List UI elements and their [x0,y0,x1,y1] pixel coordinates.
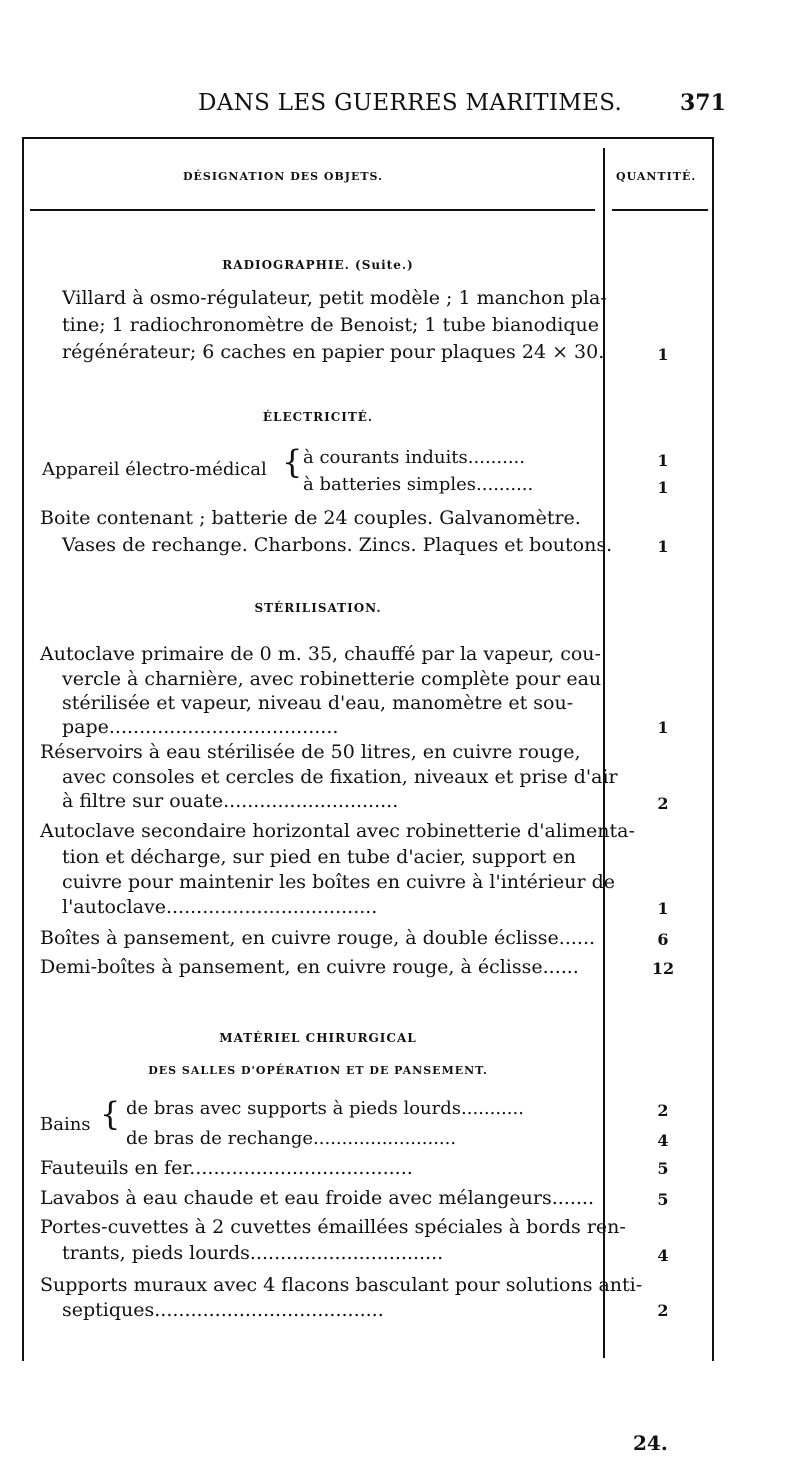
demi-boites-pansement-qty: 12 [651,959,675,978]
boite-line-1: Boite contenant ; batterie de 24 couples. Galvanomètre. [40,507,581,529]
bains-label: Bains [40,1114,91,1135]
autoclave-secondaire-line-1: Autoclave secondaire horizontal avec robinetterie d'alimenta- [40,820,635,842]
autoclave-primaire-line-2: vercle à charnière, avec robinetterie complète pour eau [62,668,602,690]
appareil-option-1-qty: 1 [657,451,669,470]
boites-pansement: Boîtes à pansement, en cuivre rouge, à double éclisse...... [40,927,596,949]
section-heading-electricite: ÉLECTRICITÉ. [262,410,374,424]
autoclave-secondaire-line-3: cuivre pour maintenir les boîtes en cuivre à l'intérieur de [62,871,616,893]
section-subheading-salles: DES SALLES D'OPÉRATION ET DE PANSEMENT. [148,1064,488,1077]
signature-mark: 24. [633,1431,668,1455]
appareil-option-2: à batteries simples.......... [303,474,534,495]
appareil-option-1: à courants induits.......... [303,447,525,468]
supports-muraux-qty: 2 [657,1301,669,1320]
section-heading-sterilisation: STÉRILISATION. [254,601,382,615]
header-rule-right [612,209,708,211]
brace-bains: { [100,1095,121,1133]
appareil-option-2-qty: 1 [657,478,669,497]
column-header-designation: DÉSIGNATION DES OBJETS. [183,170,383,183]
section-heading-radiographie: RADIOGRAPHIE. (Suite.) [222,258,414,272]
reservoirs-line-2: avec consoles et cercles de fixation, niveaux et prise d'air [62,766,618,788]
reservoirs-line-3: à filtre sur ouate............................. [62,790,399,812]
radiographie-line-2: tine; 1 radiochronomètre de Benoist; 1 tube bianodique [62,314,599,336]
fauteuils-qty: 5 [657,1159,669,1178]
running-header-title: DANS LES GUERRES MARITIMES. [198,90,623,116]
reservoirs-qty: 2 [657,794,669,813]
bains-option-2: de bras de rechange......................... [126,1128,457,1149]
autoclave-secondaire-line-4: l'autoclave................................... [62,896,378,918]
section-heading-materiel: MATÉRIEL CHIRURGICAL [219,1031,417,1045]
column-header-quantite: QUANTITÉ. [616,170,697,183]
boites-pansement-qty: 6 [657,930,669,949]
portes-cuvettes-qty: 4 [657,1246,669,1265]
autoclave-primaire-line-3: stérilisée et vapeur, niveau d'eau, manomètre et sou- [62,692,574,714]
supports-muraux-line-2: septiques...................................... [62,1299,384,1321]
radiographie-line-1: Villard à osmo-régulateur, petit modèle ; 1 manchon pla- [62,287,607,309]
reservoirs-line-1: Réservoirs à eau stérilisée de 50 litres, en cuivre rouge, [40,741,581,763]
supports-muraux-line-1: Supports muraux avec 4 flacons basculant pour solutions anti- [40,1274,643,1296]
autoclave-secondaire-qty: 1 [657,899,669,918]
portes-cuvettes-line-1: Portes-cuvettes à 2 cuvettes émaillées spéciales à bords ren- [40,1216,626,1238]
lavabos: Lavabos à eau chaude et eau froide avec mélangeurs....... [40,1187,594,1209]
autoclave-primaire-line-4: pape...................................... [62,716,339,738]
lavabos-qty: 5 [657,1190,669,1209]
boite-qty: 1 [657,537,669,556]
column-divider [603,148,605,1358]
portes-cuvettes-line-2: trants, pieds lourds................................ [62,1242,444,1264]
bains-option-1-qty: 2 [657,1101,669,1120]
radiographie-line-3: régénérateur; 6 caches en papier pour plaques 24 × 30. [62,341,605,363]
page-number: 371 [680,90,726,116]
demi-boites-pansement: Demi-boîtes à pansement, en cuivre rouge, à éclisse...... [40,956,579,978]
fauteuils: Fauteuils en fer..................................... [40,1157,413,1179]
header-rule-left [30,209,595,211]
boite-line-2: Vases de rechange. Charbons. Zincs. Plaques et boutons. [62,534,613,556]
appareil-label: Appareil électro-médical [42,459,267,480]
autoclave-primaire-line-1: Autoclave primaire de 0 m. 35, chauffé par la vapeur, cou- [40,643,601,665]
brace-appareil: { [282,443,303,481]
autoclave-primaire-qty: 1 [657,718,669,737]
autoclave-secondaire-line-2: tion et décharge, sur pied en tube d'acier, support en [62,846,576,868]
bains-option-1: de bras avec supports à pieds lourds........... [126,1098,524,1119]
bains-option-2-qty: 4 [657,1131,669,1150]
radiographie-qty: 1 [657,345,669,364]
